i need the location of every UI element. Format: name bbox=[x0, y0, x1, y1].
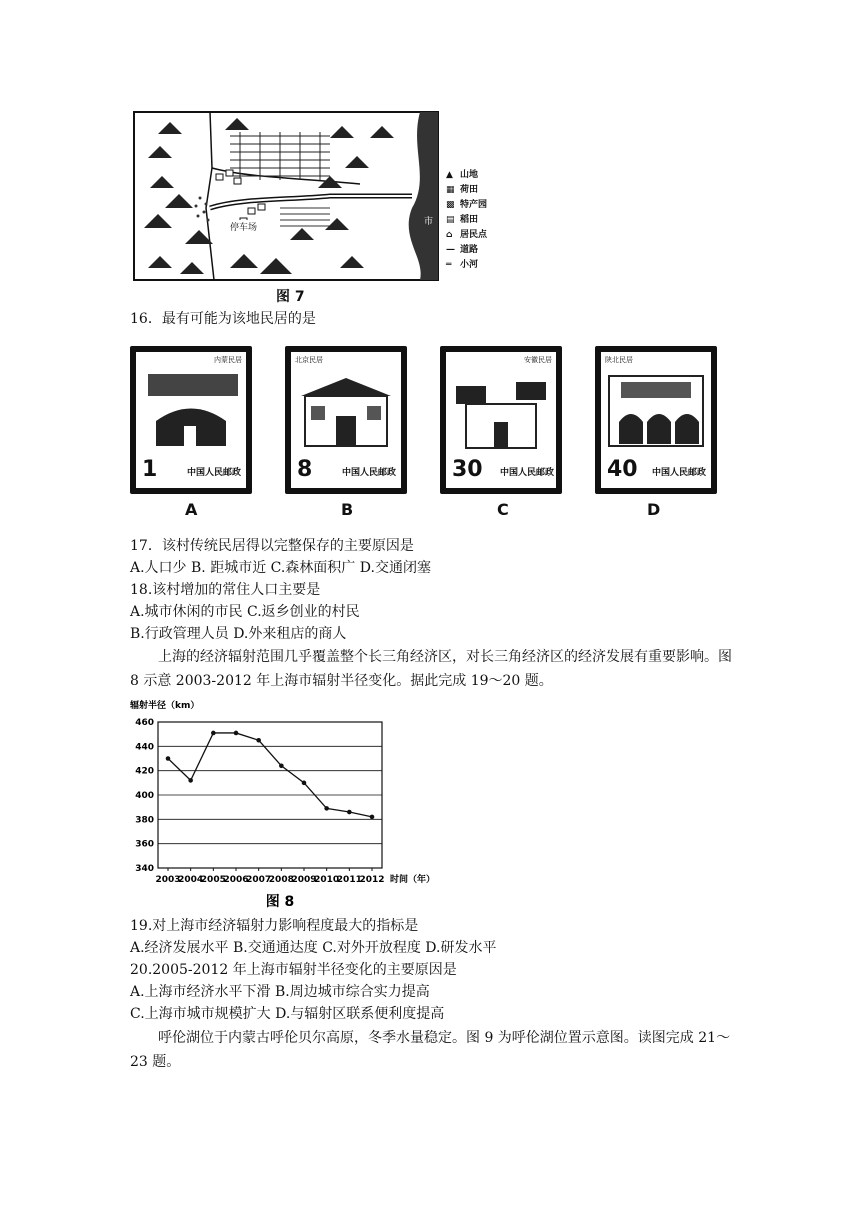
stamp-b-post: 中国人民邮政 bbox=[341, 468, 396, 478]
figure7-caption: 图 7 bbox=[276, 289, 305, 305]
question-19-stem: 19.对上海市经济辐射力影响程度最大的指标是 bbox=[130, 918, 419, 934]
legend-item-mountain: ▲ 山地 bbox=[446, 168, 516, 183]
question-16: 16．最有可能为该地民居的是 bbox=[130, 311, 316, 327]
x-tick-label: 2003 bbox=[155, 875, 181, 885]
orchard-icon: ▩ bbox=[446, 200, 455, 210]
legend-item-road: — 道路 bbox=[446, 243, 516, 258]
x-tick-label: 2005 bbox=[200, 875, 226, 885]
data-point bbox=[211, 731, 216, 736]
stamp-a bbox=[130, 346, 252, 494]
chart-svg bbox=[126, 696, 456, 916]
y-tick-label: 380 bbox=[135, 815, 154, 826]
yurt-icon bbox=[136, 366, 246, 462]
figure8-caption: 图 8 bbox=[265, 894, 295, 910]
data-point bbox=[370, 815, 375, 820]
stamp-a-post: 中国人民邮政 bbox=[186, 468, 241, 478]
river-icon: ═ bbox=[446, 260, 452, 270]
question-17-stem: 17．该村传统民居得以完整保存的主要原因是 bbox=[130, 538, 414, 554]
legend-item-house: ⌂ 居民点 bbox=[446, 228, 516, 243]
stamp-d-tag: 陕北民居 bbox=[605, 356, 633, 364]
figure7-map bbox=[130, 108, 442, 284]
y-axis-label: 辐射半径（km） bbox=[130, 701, 200, 711]
legend-item-river: ═ 小河 bbox=[446, 258, 516, 273]
stamp-c-letter: C bbox=[497, 500, 509, 519]
huizhou-house-icon bbox=[446, 366, 556, 462]
intro-19-20: 上海的经济辐射范围几乎覆盖整个长三角经济区，对长三角经济区的经济发展有重要影响。图 8 示意 2003-2012 年上海市辐射半径变化。据此完成 19～20 题。 bbox=[130, 649, 732, 689]
figure8-chart bbox=[126, 696, 456, 916]
stamp-d-value: 40 bbox=[607, 457, 638, 482]
question-20-options-2: C.上海市城市规模扩大 D.与辐射区联系便利度提高 bbox=[130, 1006, 445, 1022]
data-point bbox=[279, 764, 284, 769]
stamp-c-tag: 安徽民居 bbox=[524, 356, 552, 364]
data-point bbox=[234, 731, 239, 736]
stamp-a-letter: A bbox=[185, 500, 198, 519]
x-tick-label: 2004 bbox=[178, 875, 204, 885]
legend-item-orchard: ▩ 特产园 bbox=[446, 198, 516, 213]
question-18-options-2: B.行政管理人员 D.外来租店的商人 bbox=[130, 626, 347, 642]
intro-21-23: 呼伦湖位于内蒙古呼伦贝尔高原，冬季水量稳定。图 9 为呼伦湖位置示意图。读图完成 21～23 题。 bbox=[130, 1030, 731, 1070]
data-point bbox=[302, 781, 307, 786]
figure7-legend bbox=[446, 168, 516, 273]
legend-item-paddy: ▤ 稻田 bbox=[446, 213, 516, 228]
data-point bbox=[188, 778, 193, 783]
question-20-stem: 20.2005-2012 年上海市辐射半径变化的主要原因是 bbox=[130, 962, 457, 978]
stamp-b-letter: B bbox=[341, 500, 354, 519]
question-18-options-1: A.城市休闲的市民 C.返乡创业的村民 bbox=[130, 604, 360, 620]
data-point bbox=[324, 806, 329, 811]
paddy-icon: ▤ bbox=[446, 215, 455, 225]
x-tick-label: 2012 bbox=[359, 875, 385, 885]
y-tick-label: 340 bbox=[135, 864, 154, 874]
question-20-options-1: A.上海市经济水平下滑 B.周边城市综合实力提高 bbox=[130, 984, 430, 1000]
x-tick-label: 2008 bbox=[268, 875, 294, 885]
x-tick-label: 2009 bbox=[291, 875, 317, 885]
road-icon: — bbox=[446, 245, 455, 255]
data-point bbox=[166, 756, 171, 761]
question-17-options: A.人口少 B. 距城市近 C.森林面积广 D.交通闭塞 bbox=[130, 560, 431, 576]
data-point bbox=[347, 810, 352, 815]
stamp-b-tag: 北京民居 bbox=[295, 356, 323, 364]
map-label-town: 市 bbox=[424, 217, 434, 227]
stamp-a-value: 1 bbox=[142, 457, 158, 482]
map-drawing bbox=[130, 108, 442, 284]
stamp-c-post: 中国人民邮政 bbox=[499, 468, 554, 478]
legend-item-field: ▦ 荷田 bbox=[446, 183, 516, 198]
field-icon: ▦ bbox=[446, 185, 455, 195]
cave-dwelling-icon bbox=[601, 366, 711, 462]
house-icon: ⌂ bbox=[446, 230, 453, 240]
stamp-a-tag: 内蒙民居 bbox=[214, 356, 242, 364]
x-tick-label: 2007 bbox=[246, 875, 272, 885]
stamp-b bbox=[285, 346, 407, 494]
data-point bbox=[256, 738, 261, 743]
map-label-station: 停车场 bbox=[230, 220, 257, 233]
courtyard-house-icon bbox=[291, 366, 401, 462]
y-tick-label: 460 bbox=[135, 718, 154, 728]
x-tick-label: 2006 bbox=[223, 875, 249, 885]
y-tick-label: 440 bbox=[135, 742, 154, 753]
x-tick-label: 2011 bbox=[336, 875, 362, 885]
question-19-options: A.经济发展水平 B.交通通达度 C.对外开放程度 D.研发水平 bbox=[130, 940, 497, 956]
stamp-b-value: 8 bbox=[297, 457, 313, 482]
y-tick-label: 420 bbox=[135, 766, 154, 777]
stamp-d-letter: D bbox=[647, 500, 661, 519]
x-axis-label: 时间（年） bbox=[390, 875, 436, 885]
question-18-stem: 18.该村增加的常住人口主要是 bbox=[130, 582, 321, 598]
mountain-icon: ▲ bbox=[446, 170, 453, 180]
stamp-d-post: 中国人民邮政 bbox=[651, 468, 706, 478]
y-tick-label: 360 bbox=[135, 839, 154, 850]
stamp-c-value: 30 bbox=[452, 457, 483, 482]
stamp-c bbox=[440, 346, 562, 494]
y-tick-label: 400 bbox=[135, 791, 154, 801]
stamp-d bbox=[595, 346, 717, 494]
x-tick-label: 2010 bbox=[314, 875, 340, 885]
